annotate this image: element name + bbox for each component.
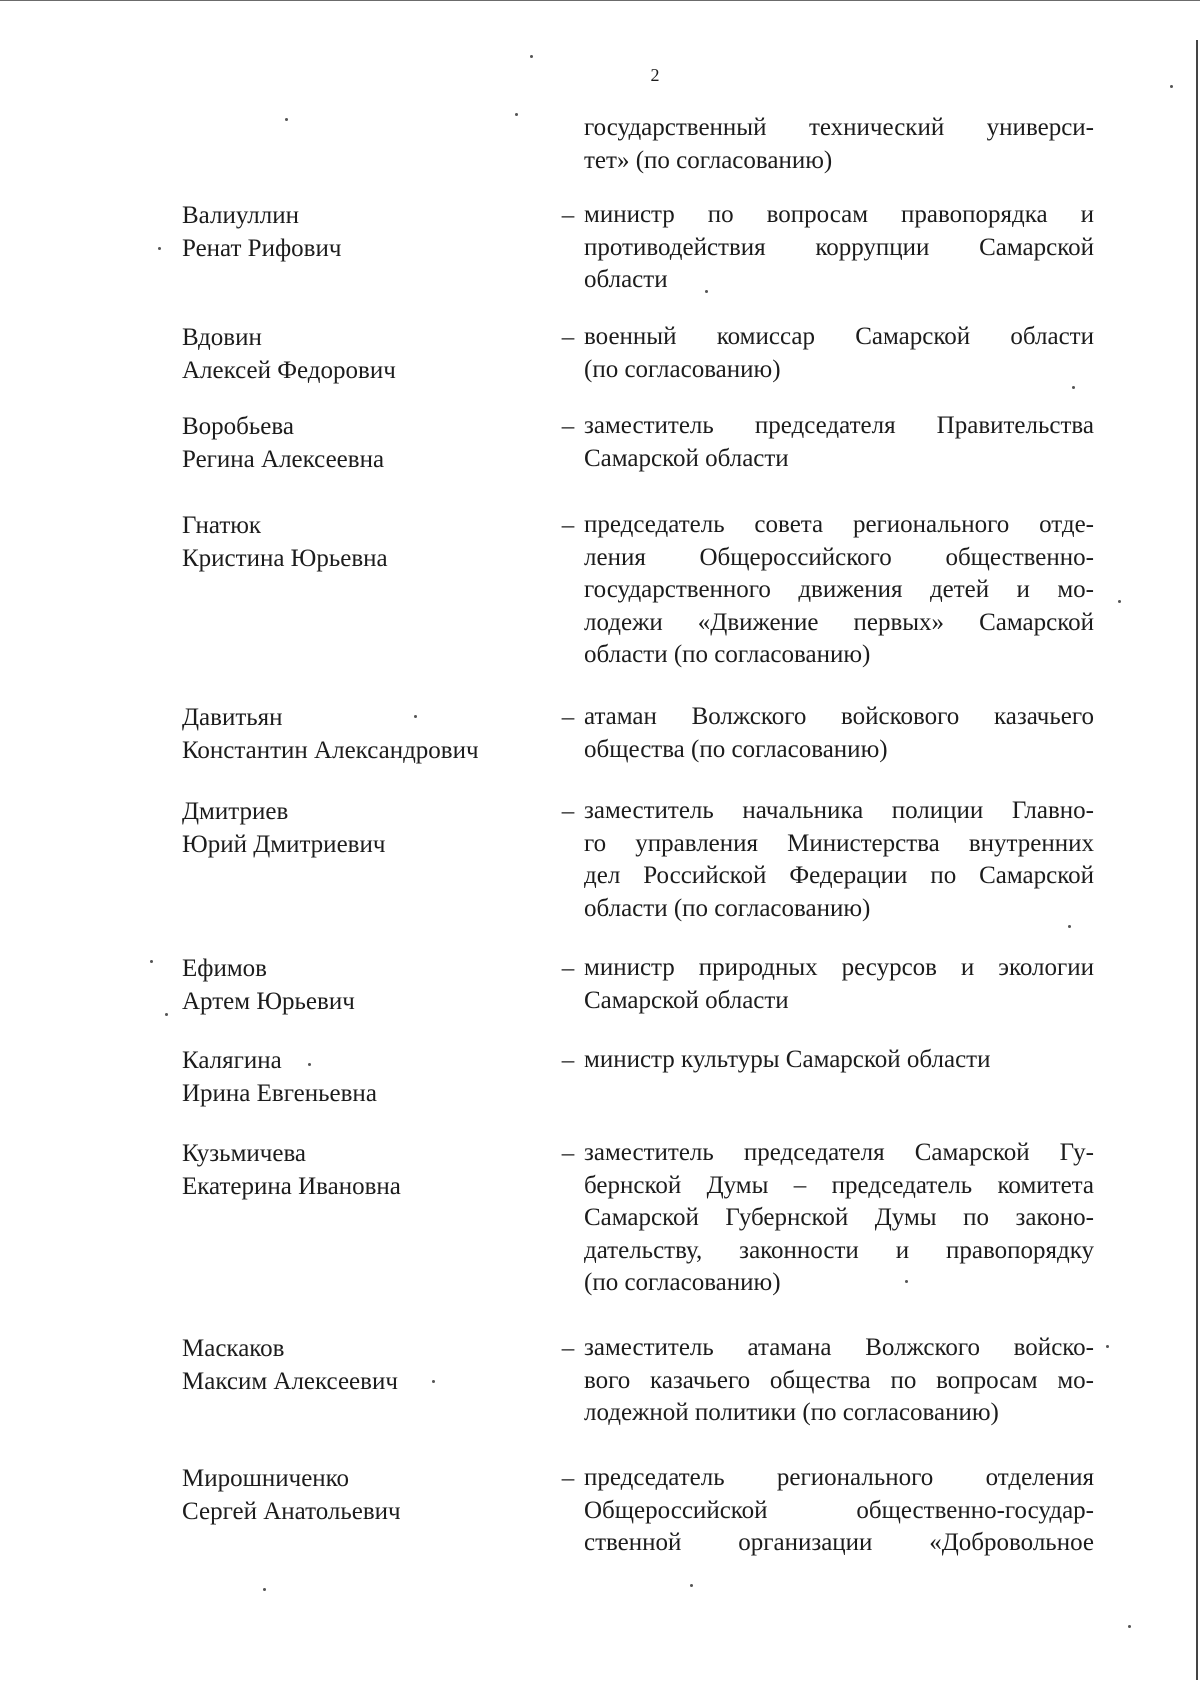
position-line: противодействия коррупции Самарской [584, 233, 1094, 261]
scan-speck [414, 715, 417, 718]
position-line: ления Общероссийского общественно- [584, 543, 1094, 571]
scan-speck [515, 113, 518, 116]
member-name [182, 1044, 542, 1110]
member-given-names: Константин Александрович [182, 737, 479, 764]
position-line: (по согласованию) [584, 355, 781, 383]
scan-speck [1128, 1625, 1131, 1628]
position-line: министр по вопросам правопорядка и [584, 201, 1094, 228]
scan-speck [165, 1013, 168, 1016]
member-surname: Вдовин [182, 324, 262, 351]
member-name [182, 1332, 542, 1398]
member-name [182, 1137, 542, 1203]
member-position [584, 321, 1094, 386]
entry-dash: – [561, 1140, 575, 1167]
member-name [182, 199, 542, 265]
member-given-names: Сергей Анатольевич [182, 1498, 401, 1525]
position-line: лодежной политики (по согласованию) [584, 1399, 999, 1427]
entry-dash: – [561, 512, 575, 539]
member-name [182, 509, 542, 575]
scan-speck [285, 118, 288, 121]
scan-speck [150, 960, 153, 963]
member-position [584, 795, 1094, 925]
scan-speck [432, 1380, 435, 1383]
entry-dash: – [561, 955, 575, 982]
continuation-line: государственный технический универси- [584, 114, 1094, 141]
scan-speck [1106, 1345, 1109, 1348]
member-position [584, 701, 1094, 766]
member-surname: Калягина [182, 1047, 282, 1074]
page-right-edge [1196, 40, 1198, 1680]
member-surname: Давитьян [182, 704, 283, 731]
member-position [584, 952, 1094, 1017]
scan-speck [905, 1280, 908, 1283]
member-position [584, 1137, 1094, 1300]
position-line: председатель регионального отделения [584, 1464, 1094, 1491]
member-given-names: Кристина Юрьевна [182, 545, 388, 572]
position-line: Самарской области [584, 444, 789, 472]
member-surname: Дмитриев [182, 798, 289, 825]
position-line: министр природных ресурсов и экологии [584, 954, 1094, 981]
entry-dash: – [561, 1465, 575, 1492]
member-given-names: Артем Юрьевич [182, 988, 355, 1015]
member-surname: Кузьмичева [182, 1140, 307, 1167]
member-name [182, 410, 542, 476]
position-line: ственной организации «Добровольное [584, 1529, 1094, 1557]
page-number: 2 [650, 65, 660, 85]
position-line: лодежи «Движение первых» Самарской [584, 608, 1094, 636]
member-surname: Гнатюк [182, 512, 262, 539]
position-line: военный комиссар Самарской области [584, 323, 1094, 350]
scan-speck [1170, 85, 1173, 88]
member-name [182, 701, 542, 767]
member-position [584, 1044, 1094, 1077]
entry-dash: – [561, 798, 575, 825]
position-line: области (по согласованию) [584, 641, 871, 669]
position-line: бернской Думы – председатель комитета [584, 1171, 1094, 1199]
entry-dash: – [561, 1047, 575, 1074]
scan-speck [1068, 925, 1071, 928]
page-top-border [0, 0, 1200, 1]
position-line: общества (по согласованию) [584, 735, 888, 763]
position-line: области (по согласованию) [584, 894, 871, 922]
member-given-names: Юрий Дмитриевич [182, 831, 386, 858]
member-given-names: Ирина Евгеньевна [182, 1080, 377, 1107]
position-line: Самарской Губернской Думы по законо- [584, 1204, 1094, 1232]
member-position [584, 410, 1094, 475]
member-name [182, 952, 542, 1018]
entry-dash: – [561, 202, 575, 229]
member-surname: Мирошниченко [182, 1465, 350, 1492]
member-surname: Маскаков [182, 1335, 285, 1362]
scan-speck [1072, 386, 1075, 389]
position-line: государственного движения детей и мо- [584, 576, 1094, 604]
continuation-text [584, 112, 1094, 177]
entry-dash: – [561, 704, 575, 731]
member-position [584, 1332, 1094, 1430]
member-given-names: Максим Алексеевич [182, 1368, 398, 1395]
position-line: (по согласованию) [584, 1269, 781, 1297]
entry-dash: – [561, 413, 575, 440]
position-line: председатель совета регионального отде- [584, 511, 1094, 538]
scan-speck [263, 1588, 266, 1591]
position-line: вого казачьего общества по вопросам мо- [584, 1366, 1094, 1394]
position-line: заместитель председателя Правительства [584, 412, 1094, 439]
position-line: атаман Волжского войскового казачьего [584, 703, 1094, 730]
member-given-names: Регина Алексеевна [182, 446, 385, 473]
position-line: дательству, законности и правопорядку [584, 1236, 1094, 1264]
scan-speck [308, 1063, 311, 1066]
position-line: го управления Министерства внутренних [584, 829, 1094, 857]
member-position [584, 1462, 1094, 1560]
scan-speck [530, 55, 533, 58]
position-line: Самарской области [584, 986, 789, 1014]
member-surname: Ефимов [182, 955, 267, 982]
entry-dash: – [561, 324, 575, 351]
position-line: Общероссийской общественно-государ- [584, 1496, 1094, 1524]
member-given-names: Екатерина Ивановна [182, 1173, 401, 1200]
member-given-names: Алексей Федорович [182, 357, 396, 384]
member-given-names: Ренат Рифович [182, 235, 342, 262]
position-line: дел Российской Федерации по Самарской [584, 862, 1094, 890]
position-line: министр культуры Самарской области [584, 1046, 991, 1073]
scan-speck [705, 290, 708, 293]
member-position [584, 199, 1094, 297]
position-line: области [584, 266, 668, 294]
member-name [182, 321, 542, 387]
member-position [584, 509, 1094, 672]
member-name [182, 795, 542, 861]
member-name [182, 1462, 542, 1528]
position-line: заместитель председателя Самарской Гу- [584, 1139, 1094, 1166]
scan-speck [690, 1584, 693, 1587]
position-line: заместитель атамана Волжского войско- [584, 1334, 1094, 1361]
member-surname: Воробьева [182, 413, 294, 440]
entry-dash: – [561, 1335, 575, 1362]
member-surname: Валиуллин [182, 202, 299, 229]
continuation-line: тет» (по согласованию) [584, 146, 833, 174]
position-line: заместитель начальника полиции Главно- [584, 797, 1094, 824]
scan-speck [158, 247, 161, 250]
scan-speck [1118, 600, 1121, 603]
